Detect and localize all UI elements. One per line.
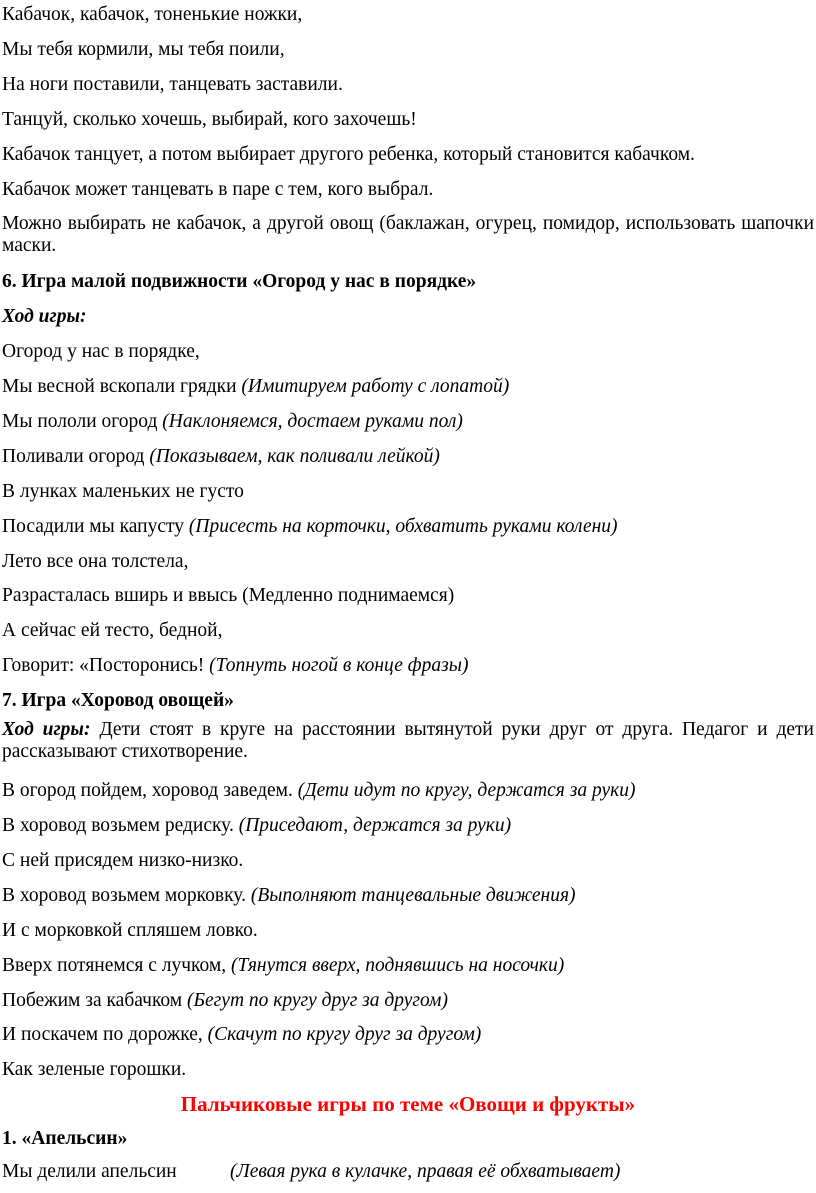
game-6-line [2, 341, 814, 363]
stage-direction: (Наклоняемся, достаем руками пол) [162, 411, 463, 432]
verse-text: В хоровод возьмем морковку. [2, 885, 251, 906]
stage-direction: (Скачут по кругу друг за другом) [207, 1024, 482, 1045]
verse-text: А сейчас ей тесто, бедной, [2, 620, 223, 641]
finger-game-1-title: 1. «Апельсин» [2, 1128, 128, 1149]
poem-line: Кабачок может танцевать в паре с тем, кого выбрал. [2, 179, 434, 200]
poem-line: Кабачок танцует, а потом выбирает другого ребенка, который становится кабачком. [2, 144, 695, 165]
game-7-line [2, 815, 814, 837]
game-7-line [2, 955, 814, 977]
game-7-line [2, 920, 814, 942]
verse-text: Мы весной вскопали грядки [2, 376, 242, 397]
verse-text: Лето все она толстела, [2, 551, 189, 572]
stage-direction: (Левая рука в кулачке, правая её обхватывает) [230, 1161, 621, 1182]
verse-text: Как зеленые горошки. [2, 1059, 187, 1080]
verse-text: Побежим за кабачком [2, 990, 188, 1011]
game-6-line [2, 446, 814, 468]
game-6-line [2, 620, 814, 642]
game-7-line [2, 780, 814, 802]
verse-text: Разрасталась вширь и ввысь (Медленно поднимаемся) [2, 585, 455, 606]
game-6-line [2, 551, 814, 573]
game-7-line [2, 1024, 814, 1046]
verse-text: Говорит: «Посторонись! [2, 655, 210, 676]
poem-paragraph: Можно выбирать не кабачок, а другой овощ (баклажан, огурец, помидор, использовать шапочки маски. [2, 213, 814, 256]
game-6-line [2, 411, 814, 433]
game-6-line [2, 655, 814, 677]
verse-text: Мы делили апельсин [2, 1161, 177, 1182]
stage-direction: (Топнуть ногой в конце фразы) [209, 655, 469, 676]
game-7-line [2, 885, 814, 907]
poem-line: Кабачок, кабачок, тоненькие ножки, [2, 4, 303, 25]
stage-direction: (Присесть на корточки, обхватить руками колени) [188, 516, 618, 537]
verse-text: Поливали огород [2, 446, 150, 467]
verse-text: В хоровод возьмем редиску. [2, 815, 239, 836]
stage-direction: (Выполняют танцевальные движения) [250, 885, 576, 906]
finger-game-1-line [2, 1161, 814, 1183]
verse-text: Мы пололи огород [2, 411, 163, 432]
stage-direction: (Бегут по кругу друг за другом) [187, 990, 448, 1011]
stage-direction: (Имитируем работу с лопатой) [241, 376, 510, 397]
game-7-intro [2, 719, 814, 763]
verse-text: И с морковкой спляшем ловко. [2, 920, 258, 941]
game-7-line [2, 1059, 814, 1081]
stage-direction: (Приседают, держатся за руки) [238, 815, 512, 836]
game-7-progress-label: Ход игры: [2, 719, 91, 740]
poem-line: Мы тебя кормили, мы тебя поили, [2, 39, 285, 60]
poem-line: Танцуй, сколько хочешь, выбирай, кого захочешь! [2, 109, 417, 130]
verse-text: В огород пойдем, хоровод заведем. [2, 780, 298, 801]
section-heading: Пальчиковые игры по теме «Овощи и фрукты» [180, 1092, 636, 1116]
verse-text: Огород у нас в порядке, [2, 341, 200, 362]
verse-text: Вверх потянемся с лучком, [2, 955, 231, 976]
game-6-line [2, 516, 814, 538]
game-7-line [2, 990, 814, 1012]
stage-direction: (Дети идут по кругу, держатся за руки) [297, 780, 636, 801]
stage-direction: (Показываем, как поливали лейкой) [149, 446, 440, 467]
poem-line: На ноги поставили, танцевать заставили. [2, 74, 343, 95]
game-7-line [2, 850, 814, 872]
game-6-progress-label: Ход игры: [2, 306, 87, 327]
game-6-line [2, 376, 814, 398]
game-6-line [2, 481, 814, 503]
game-6-title: 6. Игра малой подвижности «Огород у нас в порядке» [2, 271, 477, 292]
game-7-intro-text: Дети стоят в круге на расстоянии вытянутой руки друг от друга. Педагог и дети рассказывают стихотворение. [2, 719, 814, 762]
verse-text: В лунках маленьких не густо [2, 481, 244, 502]
verse-text: И поскачем по дорожке, [2, 1024, 208, 1045]
game-7-title: 7. Игра «Хоровод овощей» [2, 690, 234, 711]
verse-text: С ней присядем низко-низко. [2, 850, 244, 871]
game-6-line [2, 585, 814, 607]
verse-text: Посадили мы капусту [2, 516, 189, 537]
stage-direction: (Тянутся вверх, поднявшись на носочки) [231, 955, 565, 976]
